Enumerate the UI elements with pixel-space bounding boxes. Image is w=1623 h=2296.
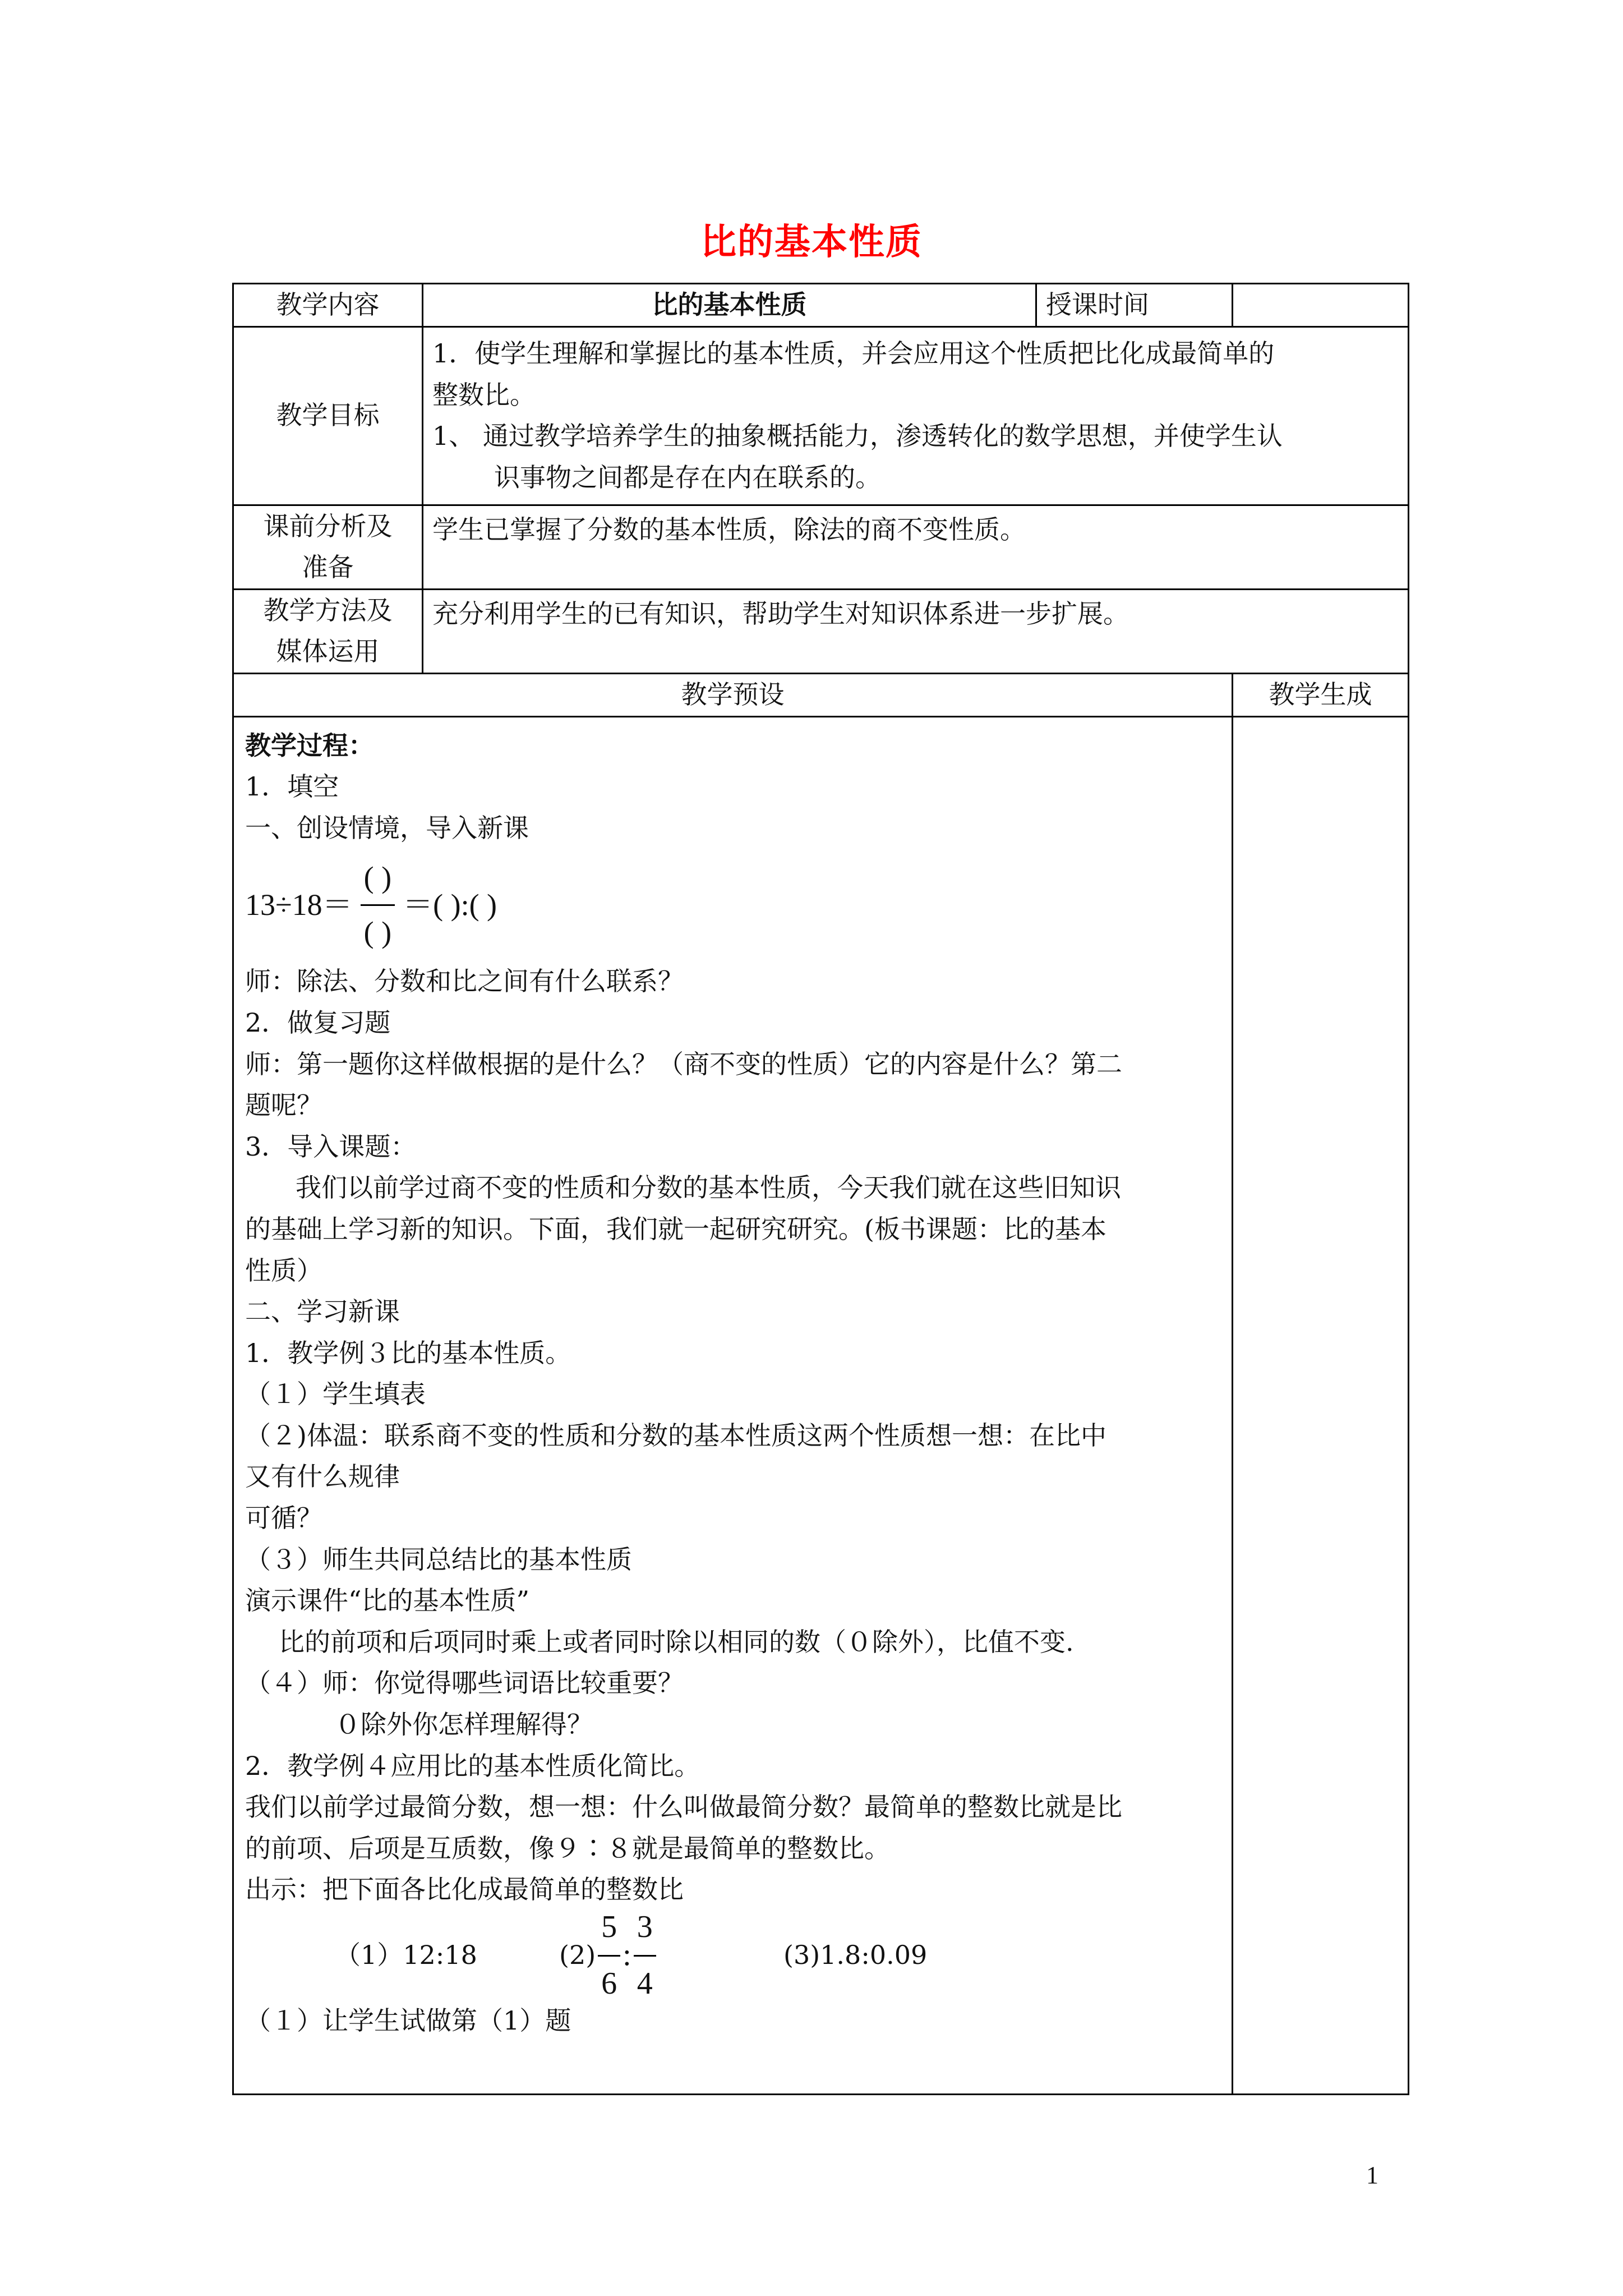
goal-line: 整数比。	[432, 379, 536, 410]
process-line: 2．做复习题	[245, 1007, 391, 1038]
teaching-process	[233, 716, 1233, 2094]
teaching-content-value: 比的基本性质	[423, 284, 1036, 327]
process-line: 我们以前学过商不变的性质和分数的基本性质，今天我们就在这些旧知识	[296, 1172, 1121, 1203]
process-line: （３）师生共同总结比的基本性质	[245, 1544, 632, 1575]
exercise-row	[245, 1911, 1220, 2000]
fraction-numerator: 5	[601, 1909, 617, 1944]
exercise-2-ratio	[596, 1902, 658, 2009]
label-teaching-goals: 教学目标	[233, 326, 423, 505]
process-line: 出示：把下面各比化成最简单的整数比	[245, 1874, 684, 1905]
goal-line: 识事物之间都是存在内在联系的。	[494, 462, 881, 493]
process-line: （４）师：你觉得哪些词语比较重要？	[245, 1668, 684, 1699]
process-line: （１）学生填表	[245, 1379, 426, 1410]
process-line: 二、学习新课	[245, 1296, 400, 1327]
row-content	[233, 284, 1409, 327]
equation-fraction	[361, 853, 395, 956]
process-line: （２)体温：联系商不变的性质和分数的基本性质这两个性质想一想：在比中	[245, 1420, 1106, 1451]
process-line: 3．导入课题：	[245, 1131, 417, 1162]
process-heading: 教学过程：	[245, 730, 374, 761]
methods-text: 充分利用学生的已有知识，帮助学生对知识体系进一步扩展。	[423, 589, 1409, 673]
ratio-colon: :	[623, 1938, 631, 1973]
fraction-5-6	[598, 1902, 620, 2009]
fraction-3-4	[634, 1902, 656, 2009]
row-methods	[233, 589, 1409, 673]
process-line: 一、创设情境，导入新课	[245, 812, 529, 843]
generation-cell	[1233, 716, 1409, 2094]
class-time-value	[1233, 284, 1409, 327]
process-line: 题呢？	[245, 1090, 322, 1121]
equation-left: 13÷18＝	[245, 888, 353, 922]
fraction-denominator: 4	[634, 1955, 656, 2009]
lesson-plan-table	[232, 283, 1409, 2095]
preparation-text: 学生已掌握了分数的基本性质，除法的商不变性质。	[423, 505, 1409, 589]
process-line: 我们以前学过最简分数，想一想：什么叫做最简分数？最简单的整数比就是比	[245, 1792, 1122, 1823]
process-line: 又有什么规律	[245, 1461, 400, 1492]
page-number: 1	[1366, 2161, 1378, 2189]
exercise-1: （1）12:18	[335, 1940, 477, 1971]
process-line: 性质）	[245, 1255, 322, 1286]
process-line: ０除外你怎样理解得？	[335, 1709, 593, 1740]
goal-line: 1．使学生理解和掌握比的基本性质，并会应用这个性质把比化成最简单的	[432, 338, 1275, 369]
equation-right: ＝( ):( )	[403, 888, 497, 922]
process-line: 师：除法、分数和比之间有什么联系？	[245, 966, 684, 997]
label-methods: 教学方法及 媒体运用	[233, 589, 423, 673]
fraction-denominator: 6	[598, 1955, 620, 2009]
process-line: 的基础上学习新的知识。下面，我们就一起研究研究。(板书课题：比的基本	[245, 1213, 1106, 1244]
label-class-time: 授课时间	[1036, 284, 1233, 327]
teaching-goals-text	[423, 326, 1409, 505]
exercise-3: (3)1.8:0.09	[783, 1940, 928, 1971]
fraction-denominator: ( )	[361, 904, 395, 956]
process-line: 演示课件“比的基本性质”	[245, 1585, 530, 1616]
row-section-headers	[233, 673, 1409, 716]
row-process	[233, 716, 1409, 2094]
label-preparation: 课前分析及 准备	[233, 505, 423, 589]
row-preparation	[233, 505, 1409, 589]
process-line: 2．教学例４应用比的基本性质化简比。	[245, 1750, 700, 1781]
process-line: 的前项、后项是互质数，像９∶８就是最简单的整数比。	[245, 1833, 890, 1864]
equation	[245, 849, 1220, 961]
header-teaching-generation: 教学生成	[1233, 673, 1409, 716]
process-line: 可循？	[245, 1503, 322, 1534]
fraction-numerator: 3	[637, 1909, 653, 1944]
exercise-2	[559, 1902, 783, 2009]
process-line: （１）让学生试做第（1）题	[245, 2005, 571, 2036]
process-line: 1．填空	[245, 771, 339, 802]
process-line: 师：第一题你这样做根据的是什么？（商不变的性质）它的内容是什么？第二	[245, 1048, 1122, 1079]
document-title: 比的基本性质	[700, 221, 923, 263]
fraction-numerator: ( )	[363, 861, 392, 895]
goal-line: 1、 通过教学培养学生的抽象概括能力，渗透转化的数学思想，并使学生认	[432, 421, 1283, 452]
process-line: 1．教学例３比的基本性质。	[245, 1337, 571, 1368]
exercise-2-label: (2)	[559, 1940, 596, 1971]
header-teaching-design: 教学预设	[233, 673, 1233, 716]
process-line: 比的前项和后项同时乘上或者同时除以相同的数（０除外），比值不变.	[279, 1626, 1074, 1657]
row-goals	[233, 326, 1409, 505]
label-teaching-content: 教学内容	[233, 284, 423, 327]
